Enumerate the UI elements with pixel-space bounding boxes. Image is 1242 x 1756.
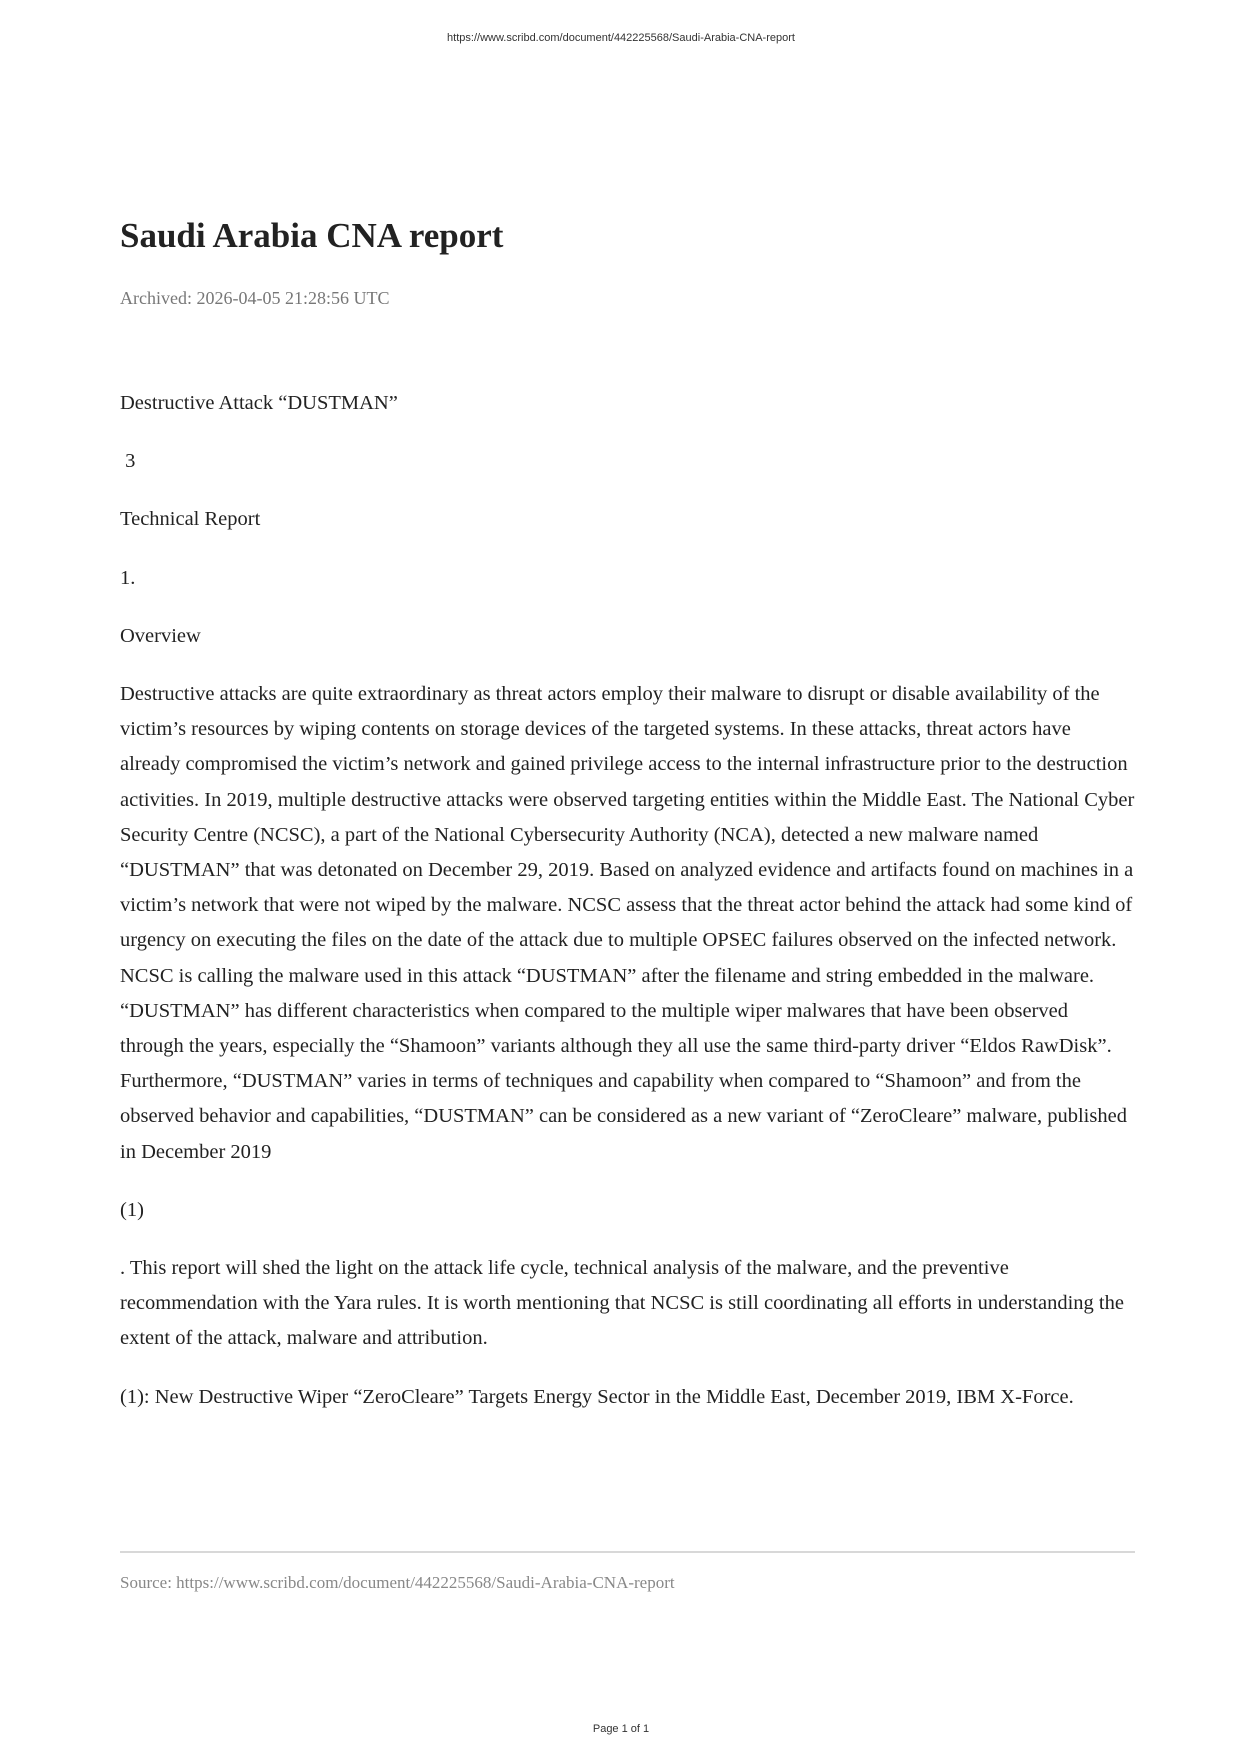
heading-destructive-attack: Destructive Attack “DUSTMAN” [120, 392, 398, 414]
footer-divider [120, 1551, 1135, 1553]
heading-technical-report: Technical Report [120, 508, 261, 531]
report-paragraph: . This report will shed the light on the attack life cycle, technical analysis of the malware, and the preventive recommendation with the Yara rules. It is worth mentioning that NCSC is still coordinating all efforts in understanding the extent of the attack, malware and attribution. [120, 1257, 1124, 1350]
page-number-text: 3 [120, 450, 136, 473]
overview-paragraph: Destructive attacks are quite extraordinary as threat actors employ their malware to disrupt or disable availability of the victim’s resources by wiping contents on storage devices of the targeted systems. In these attacks, threat actors have already compromised the victim’s network and gained privilege access to the internal infrastructure prior to the destruction activities. In 2019, multiple destructive attacks were observed targeting entities within the Middle East. The National Cyber Security Centre (NCSC), a part of the National Cybersecurity Authority (NCA), detected a new malware named “DUSTMAN” that was detonated on December 29, 2019. Based on analyzed evidence and artifacts found on machines in a victim’s network that were not wiped by the malware. NCSC assess that the threat actor behind the attack had some kind of urgency on executing the files on the date of the attack due to multiple OPSEC failures observed on the infected network. NCSC is calling the malware used in this attack “DUSTMAN” after the filename and string embedded in the malware. “DUSTMAN” has different characteristics when compared to the multiple wiper malwares that have been observed through the years, especially the “Shamoon” variants although they all use the same third-party driver “Eldos RawDisk”. Furthermore, “DUSTMAN” varies in terms of techniques and capability when compared to “Shamoon” and from the observed behavior and capabilities, “DUSTMAN” can be considered as a new variant of “ZeroCleare” malware, published in December 2019 [120, 683, 1135, 1163]
page-indicator: Page 1 of 1 [592, 1723, 650, 1735]
source-link[interactable]: Source: https://www.scribd.com/document/442225568/Saudi-Arabia-CNA-report [120, 1573, 675, 1592]
document-title: Saudi Arabia CNA report [120, 216, 504, 255]
archived-timestamp: Archived: 2026-04-05 21:28:56 UTC [120, 288, 390, 308]
document-content [120, 212, 1135, 1438]
heading-overview: Overview [120, 624, 201, 647]
section-number: 1. [120, 566, 136, 589]
header-url: https://www.scribd.com/document/442225568/Saudi-Arabia-CNA-report [447, 32, 795, 44]
footnote-marker: (1) [120, 1198, 144, 1221]
document-body [120, 386, 1135, 1415]
footnote-text: (1): New Destructive Wiper “ZeroCleare” Targets Energy Sector in the Middle East, December 2019, IBM X-Force. [120, 1385, 1074, 1408]
